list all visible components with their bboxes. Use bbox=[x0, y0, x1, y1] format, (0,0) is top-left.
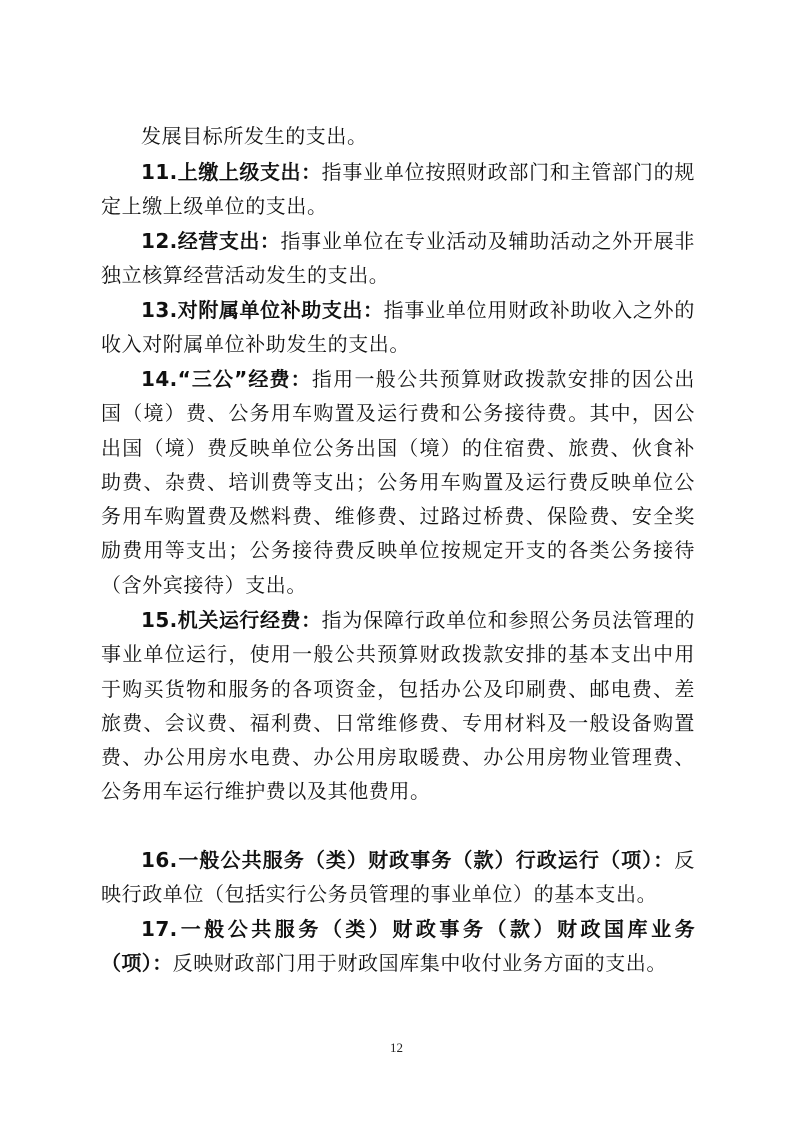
continuation-paragraph bbox=[101, 119, 695, 153]
definition-body: 指事业单位在专业活动及辅助活动之外开展非独立核算经营活动发生的支出。 bbox=[101, 229, 695, 288]
definition-term: 15.机关运行经费： bbox=[141, 608, 322, 632]
definition-term: 11.上缴上级支出： bbox=[141, 160, 322, 184]
definition-body: 反映财政部门用于财政国库集中收付业务方面的支出。 bbox=[172, 951, 668, 976]
definition-body: 指为保障行政单位和参照公务员法管理的事业单位运行，使用一般公共预算财政拨款安排的基本支出中用于购买货物和服务的各项资金，包括办公及印刷费、邮电费、差旅费、会议费、福利费、日常维修费、专用材料及一般设备购置费、办公用房水电费、办公用房取暖费、办公用房物业管理费、公务用车运行维护费以及其他费用。 bbox=[101, 608, 695, 804]
definition-term: 14.“三公”经费： bbox=[141, 367, 312, 391]
definition-body: 指事业单位用财政补助收入之外的收入对附属单位补助发生的支出。 bbox=[101, 298, 696, 357]
definition-item-17 bbox=[101, 912, 695, 981]
definition-term: 12.经营支出： bbox=[141, 229, 281, 253]
definition-item-13 bbox=[101, 293, 695, 362]
definition-term: 16.一般公共服务（类）财政事务（款）行政运行（项）： bbox=[141, 848, 675, 872]
page-number: 12 bbox=[390, 1040, 403, 1055]
definition-item-12 bbox=[101, 224, 695, 293]
definition-item-15 bbox=[101, 603, 695, 809]
definition-item-14 bbox=[101, 362, 695, 602]
definition-body: 指事业单位按照财政部门和主管部门的规定上缴上级单位的支出。 bbox=[101, 160, 695, 219]
definition-term: 13.对附属单位补助支出： bbox=[141, 298, 384, 322]
definition-item-11 bbox=[101, 155, 695, 224]
continuation-text: 发展目标所发生的支出。 bbox=[141, 124, 368, 148]
definition-body: 指用一般公共预算财政拨款安排的因公出国（境）费、公务用车购置及运行费和公务接待费。其中，因公出国（境）费反映单位公务出国（境）的住宿费、旅费、伙食补助费、杂费、培训费等支出；公务用车购置及运行费反映单位公务用车购置费及燃料费、维修费、过路过桥费、保险费、安全奖励费用等支出；公务接待费反映单位按规定开支的各类公务接待（含外宾接待）支出。 bbox=[101, 367, 696, 597]
definition-body: 反映行政单位（包括实行公务员管理的事业单位）的基本支出。 bbox=[101, 848, 695, 907]
definition-item-16 bbox=[101, 843, 695, 912]
definition-term: 17.一般公共服务（类）财政事务（款）财政国库业务（项）： bbox=[101, 917, 695, 976]
